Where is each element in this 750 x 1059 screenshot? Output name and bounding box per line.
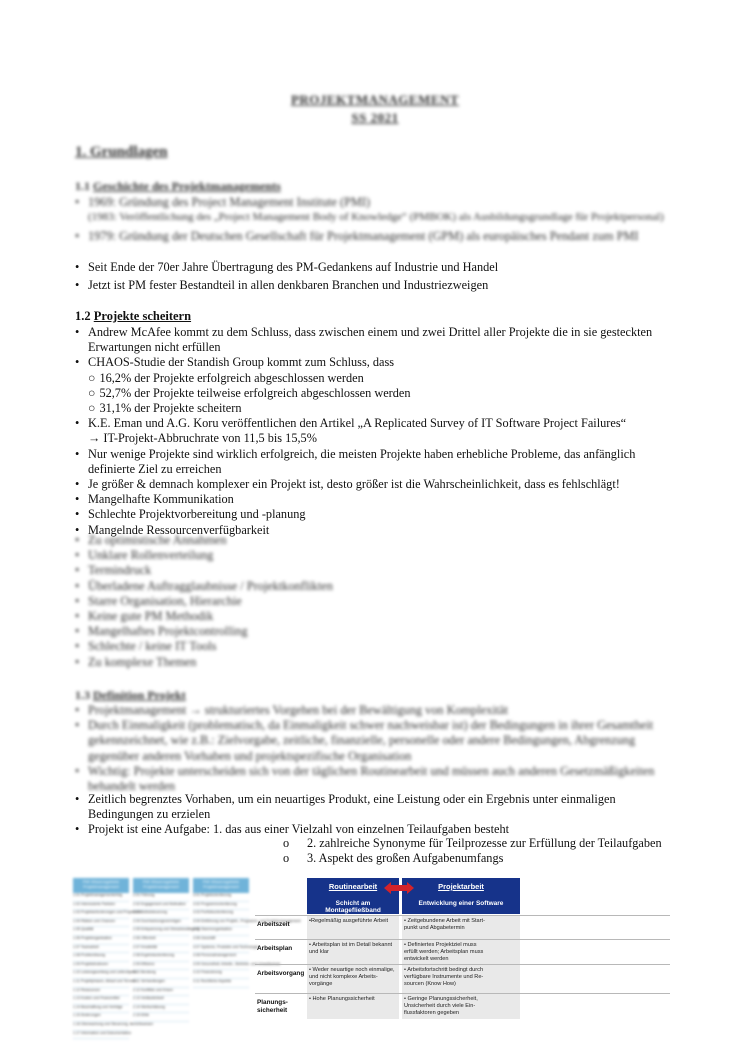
diagram-item: 2.08 Ergebnisorientierung [133,953,189,962]
list-subitem: ○ 52,7% der Projekte teilweise erfolgreich abgeschlossen werden [88,385,411,400]
section-1-2-list [75,325,675,538]
table-row [255,993,670,1019]
diagram-item: 1.12 Ressourcen [73,988,129,997]
diagram-column-header: PMI Wissensgebiete Projektmanagement [73,878,129,893]
cell-routine: • Arbeitsplan ist im Detail bekannt und klar [307,940,399,964]
list-item: • Starre Organisation, Hierarchie [75,594,675,609]
diagram-item: 1.02 Interessierte Parteien [73,902,129,911]
list-item: • Keine gute PM Methodik [75,609,675,624]
diagram-item: 1.01 Projektmanagementerfolg [73,893,129,902]
list-item: • K.E. Eman und A.G. Koru veröffentlichen den Artikel „A Replicated Survey of IT Software Project Failures“ → IT-Projekt-Abbruchrate von 11,5 bis 15,5% [75,416,675,446]
cell-routine: •Regelmäßig ausgeführte Arbeit [307,916,399,939]
list-item: • Seit Ende der 70er Jahre Übertragung des PM-Gedankens auf Industrie und Handel [75,260,675,275]
diagram-item: 1.03 Projektanforderungen und Projektziele [73,910,129,919]
diagram-item: 2.14 Wertschätzung [133,1005,189,1014]
diagram-item: 1.16 Überwachung und Steuerung, Berichtswesen [73,1022,129,1031]
row-label: Arbeitsvorgang [257,970,305,977]
diagram-item: 1.06 Projektorganisation [73,936,129,945]
list-item: • Unklare Rollenverteilung [75,548,675,563]
cell-projekt: • Arbeitsfortschritt bedingt durch verfügbare Instrumente und Re- sourcen (Know How) [402,965,520,993]
double-arrow-icon [384,882,414,894]
cell-projekt: • Geringe Planungssicherheit, Unsicherheit durch viele Ein- flussfaktoren gegeben [402,994,520,1019]
list-item: • Zu optimistische Annahmen [75,533,675,548]
diagram-item: 1.11 Projektphasen, Ablauf und Termine [73,979,129,988]
diagram-item: 2.09 Effizienz [133,962,189,971]
list-item: • Projekt ist eine Aufgabe: 1. das aus einer Vielzahl von einzelnen Teilaufgaben besteht [75,822,675,837]
list-item: • Projektmanagement → strukturiertes Vorgehen bei der Bewältigung von Komplexität [75,703,675,718]
section-1-1-blurred-list [75,195,675,245]
diagram-item: 2.04 Durchsetzungsvermögen [133,919,189,928]
section-1-3-blurred-list [75,703,675,794]
diagram-item: 3.06 Geschäft [193,936,249,945]
diagram-item: 1.13 Kosten und Finanzmittel [73,996,129,1005]
diagram-item: 3.03 Portfolioorientierung [193,910,249,919]
list-item: • Überladene Auftragglaubnisse / Projektkonflikten [75,579,675,594]
diagram-item: 3.05 Stammorganisation [193,927,249,936]
section-1-3-heading: 1.3 Definition Projekt [75,688,186,702]
diagram-item: 2.07 Kreativität [133,945,189,954]
list-item: • Zu komplexe Themen [75,655,675,670]
list-subitem: o 3. Aspekt des großen Aufgabenumfangs [283,850,504,865]
doc-subtitle: SS 2021 [351,110,399,125]
comparison-table [255,878,670,1018]
list-item: • CHAOS-Studie der Standish Group kommt zum Schluss, dass [75,355,675,370]
diagram-item: 3.08 Personalmanagement [193,953,249,962]
diagram-item: 3.09 Gesundheit, Arbeits-, Betriebs- und Umweltschutz [193,962,249,971]
aufgabe-sublist [283,836,662,865]
list-item: • Je größer & demnach komplexer ein Projekt ist, desto größer ist die Wahrscheinlichkeit, dass es fehlschlägt! [75,477,675,492]
list-item: • Schlechte / keine IT Tools [75,639,675,654]
list-item: (1983: Veröffentlichung des „Project Management Body of Knowledge“ (PMBOK) als Ausbildungsgrundlage für Projektpersonal) [88,211,664,224]
diagram-item: 2.03 Selbststeuerung [133,910,189,919]
diagram-item: 1.17 Information und Dokumentation [73,1031,129,1040]
table-head-routine: Routinearbeit Schicht am Montagefließband [307,878,399,914]
list-item: • Mangelnde Ressourcenverfügbarkeit [75,523,675,538]
list-item: • Jetzt ist PM fester Bestandteil in allen denkbaren Branchen und Industriezweigen [75,278,675,293]
list-item: • Durch Einmaligkeit (problematisch, da Einmaligkeit schwer nachweisbar ist) der Bedingungen in ihrer Gesamtheit gekennzeichnet, wie z.B.: Zielvorgabe, zeitliche, finanzielle, personelle oder andere Bedingungen, Abgrenzung gegenüber anderen Vorhaben und projektspezifische Organisation [75,718,675,764]
table-head-projekt: Projektarbeit Entwicklung einer Software [402,878,520,914]
cell-routine: • Weder neuartige noch einmalige, und nicht komplexe Arbeits- vorgänge [307,965,399,993]
diagram-item: 1.08 Problemlösung [73,953,129,962]
section-1-1-heading: 1.1 Geschichte des Projektmanagements [75,179,281,193]
diagram-item: 3.04 Einführung von Projekt-, Programm- und Portfoliomanagement [193,919,249,928]
list-item: • Mangelhaftes Projektcontrolling [75,624,675,639]
cell-projekt: • Definiertes Projektziel muss erfüllt werden; Arbeitsplan muss entwickelt werden [402,940,520,964]
list-subitem: ○ 31,1% der Projekte scheitern [88,401,242,416]
list-item: • Termindruck [75,563,675,578]
section-1-2-blurred-list [75,533,675,670]
diagram-item: 3.11 Rechtliche Aspekte [193,979,249,988]
diagram-item: 3.02 Programmorientierung [193,902,249,911]
diagram-item: 1.07 Teamarbeit [73,945,129,954]
list-item: • Wichtig: Projekte unterscheiden sich von der täglichen Routinearbeit und müssen auch anderen Gesetzmäßigkeiten behandelt werden [75,764,675,794]
section-1-2-heading: 1.2 Projekte scheitern [75,309,192,323]
doc-title: PROJEKTMANAGEMENT [290,92,460,107]
row-label: Planungs- sicherheit [257,999,288,1014]
section-1-heading: 1. Grundlagen [75,144,168,160]
diagram-column [133,878,200,1022]
cell-routine: • Hohe Planungssicherheit [307,994,399,1019]
diagram-item: 2.13 Verlässlichkeit [133,996,189,1005]
diagram-item: 2.11 Verhandlungen [133,979,189,988]
row-label: Arbeitsplan [257,945,293,952]
list-item: • Schlechte Projektvorbereitung und -planung [75,507,675,522]
diagram-column-items [133,893,200,1022]
cell-projekt: • Zeitgebundene Arbeit mit Start- punkt und Abgabetermin [402,916,520,939]
section-1-1-list [75,260,675,293]
diagram-item: 1.15 Änderungen [73,1013,129,1022]
list-item: • 1969: Gründung des Project Management Institute (PMI) [75,195,675,210]
diagram-column-header: PMI Wissensgebiete Projektmanagement [133,878,189,893]
diagram-item: 3.10 Finanzierung [193,970,249,979]
list-item: • Andrew McAfee kommt zu dem Schluss, dass zwischen einem und zwei Drittel aller Projekte die in sie gesteckten Erwartungen nicht erfüllen [75,325,675,355]
diagram-item: 2.01 Führung [133,893,189,902]
diagram-item: 2.12 Konflikte und Krisen [133,988,189,997]
diagram-item: 2.06 Offenheit [133,936,189,945]
diagram-item: 1.14 Beschaffung und Verträge [73,1005,129,1014]
diagram-item: 2.05 Entspannung und Stressbewältigung [133,927,189,936]
table-row [255,964,670,993]
diagram-column-header: PMI Wissensgebiete Projektmanagement [193,878,249,893]
section-1-3-list [75,792,675,838]
diagram-item: 3.07 Systeme, Produkte und Technologie [193,945,249,954]
list-subitem: o 2. zahlreiche Synonyme für Teilprozesse zur Erfüllung der Teilaufgaben [283,836,662,850]
table-row [255,939,670,964]
diagram-item: 1.05 Qualität [73,927,129,936]
diagram-item: 2.15 Ethik [133,1013,189,1022]
diagram-item: 1.04 Risiken und Chancen [73,919,129,928]
list-item: • Nur wenige Projekte sind wirklich erfolgreich, die meisten Projekte haben erhebliche Probleme, das anfänglich definierte Ziel zu erreichen [75,447,675,477]
diagram-item: 1.10 Leistungsumfang und Lieferobjekte [73,970,129,979]
list-item: • Mangelhafte Kommunikation [75,492,675,507]
list-item: • Zeitlich begrenztes Vorhaben, um ein neuartiges Produkt, eine Leistung oder ein Ergebnis unter einmaligen Bedingungen zu erzielen [75,792,675,822]
diagram-item: 2.10 Beratung [133,970,189,979]
table-row [255,915,670,939]
diagram-item: 2.02 Engagement und Motivation [133,902,189,911]
list-subitem: ○ 16,2% der Projekte erfolgreich abgeschlossen werden [88,370,364,385]
diagram-item: 1.09 Projektstrukturen [73,962,129,971]
row-label: Arbeitszeit [257,921,290,928]
list-item: • 1979: Gründung der Deutschen Gesellschaft für Projektmanagement (GPM) als europäisches Pendant zum PMI [75,229,675,244]
diagram-item: 3.01 Projektorientierung [193,893,249,902]
